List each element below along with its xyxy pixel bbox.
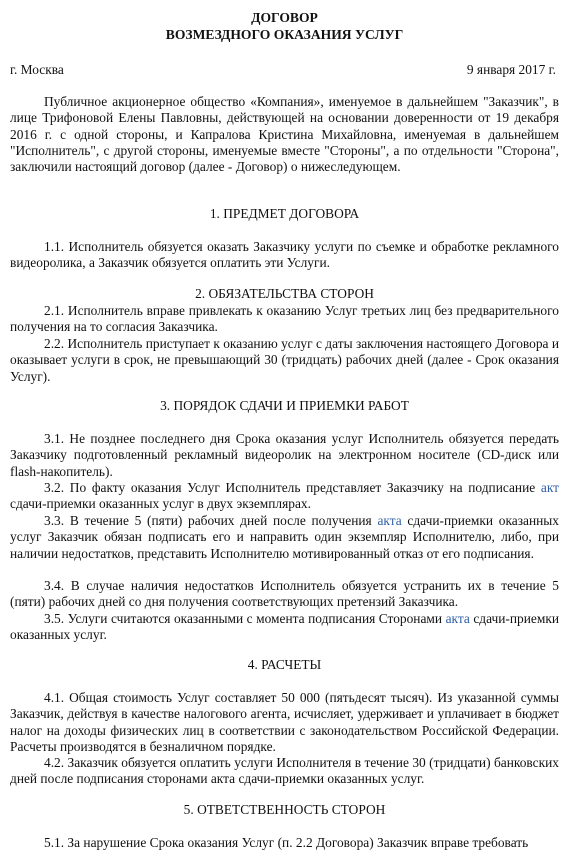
contract-city: г. Москва (10, 62, 64, 77)
clause-2-2: 2.2. Исполнитель приступает к оказанию услуг с даты заключения настоящего Договора и оказывает услуги в срок, не превышающий 30 (тридцать) рабочих дней (далее - Срок оказания Услуг). (10, 336, 559, 384)
preamble-paragraph: Публичное акционерное общество «Компания», именуемое в дальнейшем "Заказчик", в лице Трифоновой Елены Павловны, действующей на основании доверенности от 19 декабря 2016 г. с одной стороны, и Капралова Кристина Михайловна, именуемая в дальнейшем "Исполнитель", с другой стороны, именуемые вместе "Стороны", а по отдельности "Сторона", заключили настоящий договор (далее - Договор) о нижеследующем. (10, 94, 559, 175)
act-link[interactable]: акта (377, 513, 402, 528)
section-5-heading: 5. ОТВЕТСТВЕННОСТЬ СТОРОН (183, 802, 386, 817)
clause-3-3 (10, 513, 559, 562)
clause-2-1: 2.1. Исполнитель вправе привлекать к оказанию Услуг третьих лиц без предварительного получения на то согласия Заказчика. (10, 303, 559, 335)
clause-3-5-text-end: сдачи-приемки оказанных услуг. (10, 611, 559, 643)
act-link[interactable]: акт (540, 480, 559, 495)
section-4-heading: 4. РАСЧЕТЫ (247, 657, 322, 672)
act-link[interactable]: акта (445, 611, 470, 626)
section-2-heading: 2. ОБЯЗАТЕЛЬСТВА СТОРОН (195, 286, 374, 301)
section-1-heading: 1. ПРЕДМЕТ ДОГОВОРА (209, 206, 360, 221)
clause-5-1: 5.1. За нарушение Срока оказания Услуг (п. 2.2 Договора) Заказчик вправе требовать (44, 835, 529, 850)
clause-1-1: 1.1. Исполнитель обязуется оказать Заказчику услуги по съемке и обработке рекламного видеоролика, а Заказчик обязуется оплатить эти Услуги. (10, 239, 559, 271)
section-3-heading: 3. ПОРЯДОК СДАЧИ И ПРИЕМКИ РАБОТ (160, 398, 409, 413)
document-title: ДОГОВОР (251, 10, 318, 25)
clause-3-5-text: 3.5. Услуги считаются оказанными с момента подписания Сторонами (44, 611, 446, 626)
clause-3-1: 3.1. Не позднее последнего дня Срока оказания услуг Исполнитель обязуется передать Заказчику подготовленный рекламный видеоролик на электронном носителе (CD-диск или flash-накопитель). (10, 431, 559, 479)
clause-3-2 (10, 480, 559, 513)
clause-4-2: 4.2. Заказчик обязуется оплатить услуги Исполнителя в течение 30 (тридцати) банковских дней после подписания сторонами акта сдачи-приемки оказанных услуг. (10, 755, 559, 787)
contract-date: 9 января 2017 г. (466, 62, 556, 77)
document-subtitle: ВОЗМЕЗДНОГО ОКАЗАНИЯ УСЛУГ (165, 27, 404, 42)
clause-3-2-text-end: сдачи-приемки оказанных услуг в двух экземплярах. (10, 496, 311, 512)
clause-3-3-text-end: сдачи-приемки оказанных услуг Заказчик обязан подписать его и направить один экземпляр Исполнителю, либо, при наличии недостатков, представить Исполнителю мотивированный отказ от его подписания. (10, 513, 559, 561)
clause-3-3-text: 3.3. В течение 5 (пяти) рабочих дней после получения (44, 513, 378, 528)
clause-4-1: 4.1. Общая стоимость Услуг составляет 50 000 (пятьдесят тысяч). Из указанной суммы Заказчик, действуя в качестве налогового агента, исчисляет, удерживает и уплачивает в бюджет налог на доходы физических лиц в соответствии с законодательством Российской Федерации. Расчеты производятся в безналичном порядке. (10, 690, 559, 754)
clause-3-2-text: 3.2. По факту оказания Услуг Исполнитель представляет Заказчику на подписание (44, 480, 541, 495)
clause-3-5 (10, 611, 559, 644)
clause-3-4: 3.4. В случае наличия недостатков Исполнитель обязуется устранить их в течение 5 (пяти) рабочих дней со дня получения соответствующих претензий Заказчика. (10, 578, 559, 610)
